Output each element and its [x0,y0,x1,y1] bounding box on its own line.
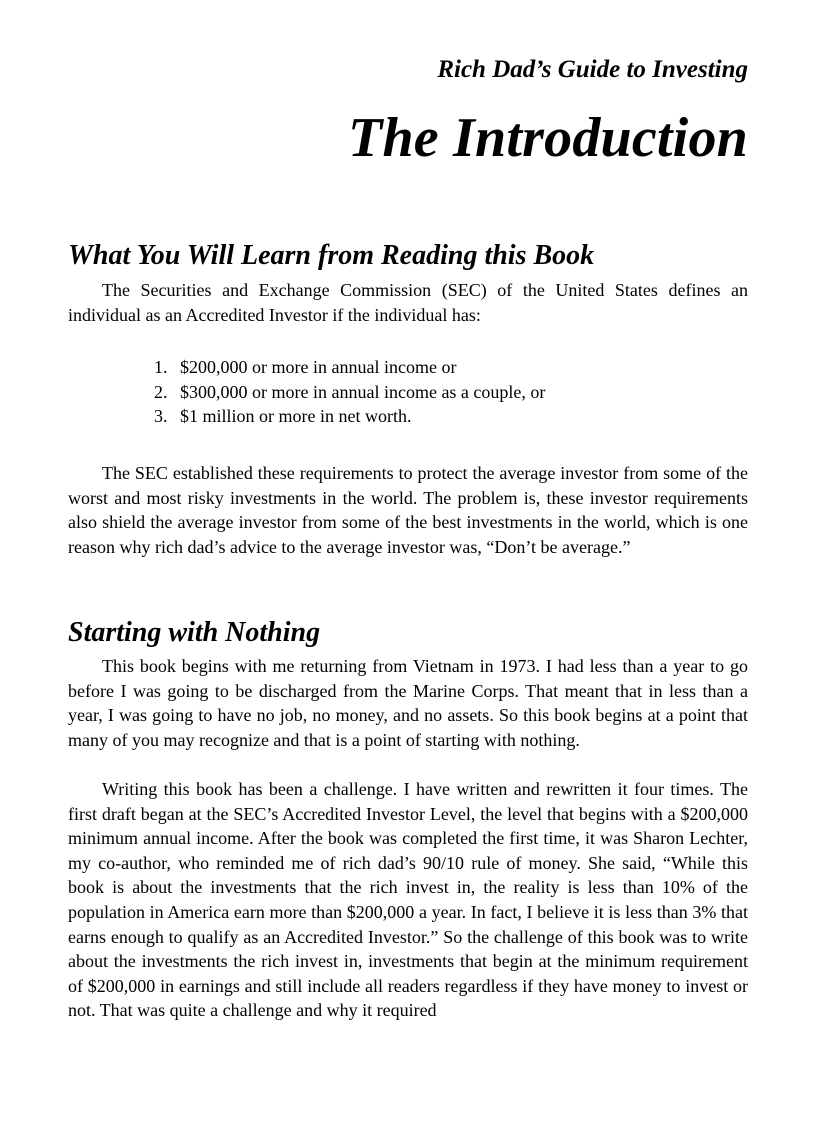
section-heading-what-you-will-learn: What You Will Learn from Reading this Book [68,240,595,271]
paragraph-sec-requirements: The SEC established these requirements to protect the average investor from some of the worst and most risky investments in the world. The problem is, these investor requirements also shield the average investor from some of the best investments in the world, which is one reason why rich dad’s advice to the average investor was, “Don’t be average.” [68,463,748,557]
paragraph-writing-challenge: Writing this book has been a challenge. I have written and rewritten it four times. The first draft began at the SEC’s Accredited Investor Level, the level that begins with a $200,000 minimum annual income. After the book was completed the first time, it was Sharon Lechter, my co-author, who reminded me of rich dad’s 90/10 rule of money. She said, “While this book is about the investments that the rich invest in, the reality is less than 10% of the population in America earn more than $200,000 a year. In fact, I believe it is less than 3% that earns enough to qualify as an Accredited Investor.” So the challenge of this book was to write about the investments the rich invest in, investments that begin at the minimum requirement of $200,000 in earnings and still include all readers regardless if they have money to invest or not. That was quite a challenge and why it required [68,779,748,1021]
list-item-number: 1. [154,357,168,377]
list-item [154,404,545,429]
paragraph-vietnam-return: This book begins with me returning from Vietnam in 1973. I had less than a year to go before I was going to be discharged from the Marine Corps. That meant that in less than a year, I was going to have no job, no money, and no assets. So this book begins at a point that many of you may recognize and that is a point of starting with nothing. [68,656,748,750]
list-item-text: $300,000 or more in annual income as a couple, or [180,381,546,402]
list-item-number: 2. [154,381,168,402]
section-heading-starting-with-nothing: Starting with Nothing [68,617,321,648]
accredited-investor-criteria-list [154,355,545,429]
chapter-title: The Introduction [348,107,748,169]
paragraph-sec-definition: The Securities and Exchange Commission (SEC) of the United States defines an individual as an Accredited Investor if the individual has: [68,280,748,325]
list-item [154,380,545,405]
running-title: Rich Dad’s Guide to Investing [437,56,748,83]
list-item-number: 3. [154,406,168,427]
list-item-text: $1 million or more in net worth. [180,406,412,427]
list-item [154,355,545,380]
list-item-text: $200,000 or more in annual income or [180,357,457,377]
